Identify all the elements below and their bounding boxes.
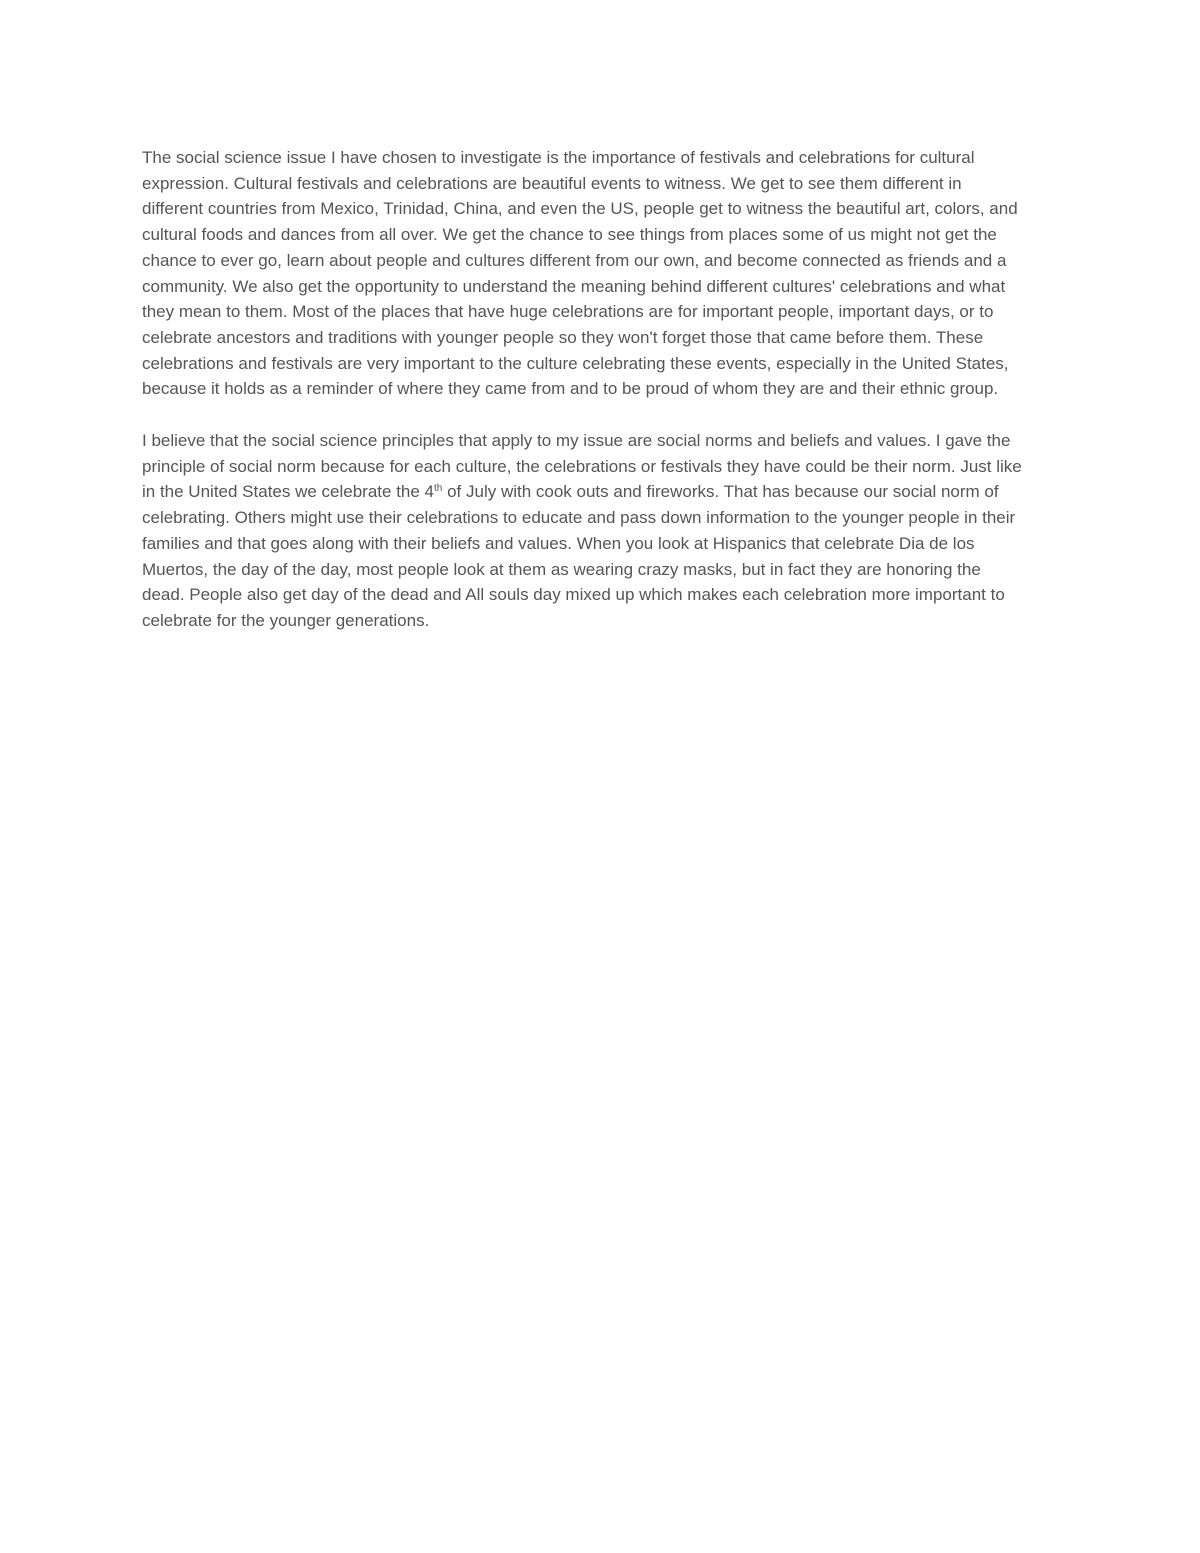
paragraph-line: celebrating. Others might use their celebrations to educate and pass down information to the younger people in their [142, 508, 1016, 528]
ordinal-superscript: th [434, 483, 443, 495]
paragraph-line: different countries from Mexico, Trinidad, China, and even the US, people get to witness the beautiful art, colors, and [142, 199, 1018, 219]
paragraph-line: dead. People also get day of the dead and All souls day mixed up which makes each celebration more important to [142, 585, 1005, 605]
paragraph-2 [142, 428, 1062, 634]
paragraph-1 [142, 145, 1062, 402]
paragraph-line [142, 479, 1062, 505]
paragraph-line: families and that goes along with their beliefs and values. When you look at Hispanics that celebrate Dia de los [142, 533, 975, 553]
paragraph-line: because it holds as a reminder of where they came from and to be proud of whom they are and their ethnic group. [142, 379, 999, 399]
paragraph-line: expression. Cultural festivals and celebrations are beautiful events to witness. We get to see them different in [142, 173, 962, 193]
paragraph-line: principle of social norm because for each culture, the celebrations or festivals they have could be their norm. Just like [142, 456, 1022, 476]
line-text-before: in the United States we celebrate the 4 [142, 482, 435, 502]
paragraph-line: cultural foods and dances from all over. We get the chance to see things from places some of us might not get the [142, 225, 997, 245]
paragraph-line: The social science issue I have chosen to investigate is the importance of festivals and celebrations for cultural [142, 148, 975, 167]
paragraph-line: I believe that the social science principles that apply to my issue are social norms and beliefs and values. I gave the [142, 431, 1011, 450]
paragraph-line: celebrations and festivals are very important to the culture celebrating these events, especially in the United States, [142, 353, 1009, 373]
paragraph-line: they mean to them. Most of the places that have huge celebrations are for important people, important days, or to [142, 302, 994, 322]
paragraph-line: celebrate ancestors and traditions with younger people so they won't forget those that came before them. These [142, 327, 984, 347]
paragraph-line: community. We also get the opportunity to understand the meaning behind different cultures' celebrations and what [142, 276, 1006, 296]
line-text-after: of July with cook outs and fireworks. That has because our social norm of [442, 482, 999, 502]
paragraph-line: celebrate for the younger generations. [142, 610, 430, 630]
paragraph-line: chance to ever go, learn about people and cultures different from our own, and become connected as friends and a [142, 250, 1007, 270]
paragraph-line: Muertos, the day of the day, most people look at them as wearing crazy masks, but in fact they are honoring the [142, 559, 981, 579]
